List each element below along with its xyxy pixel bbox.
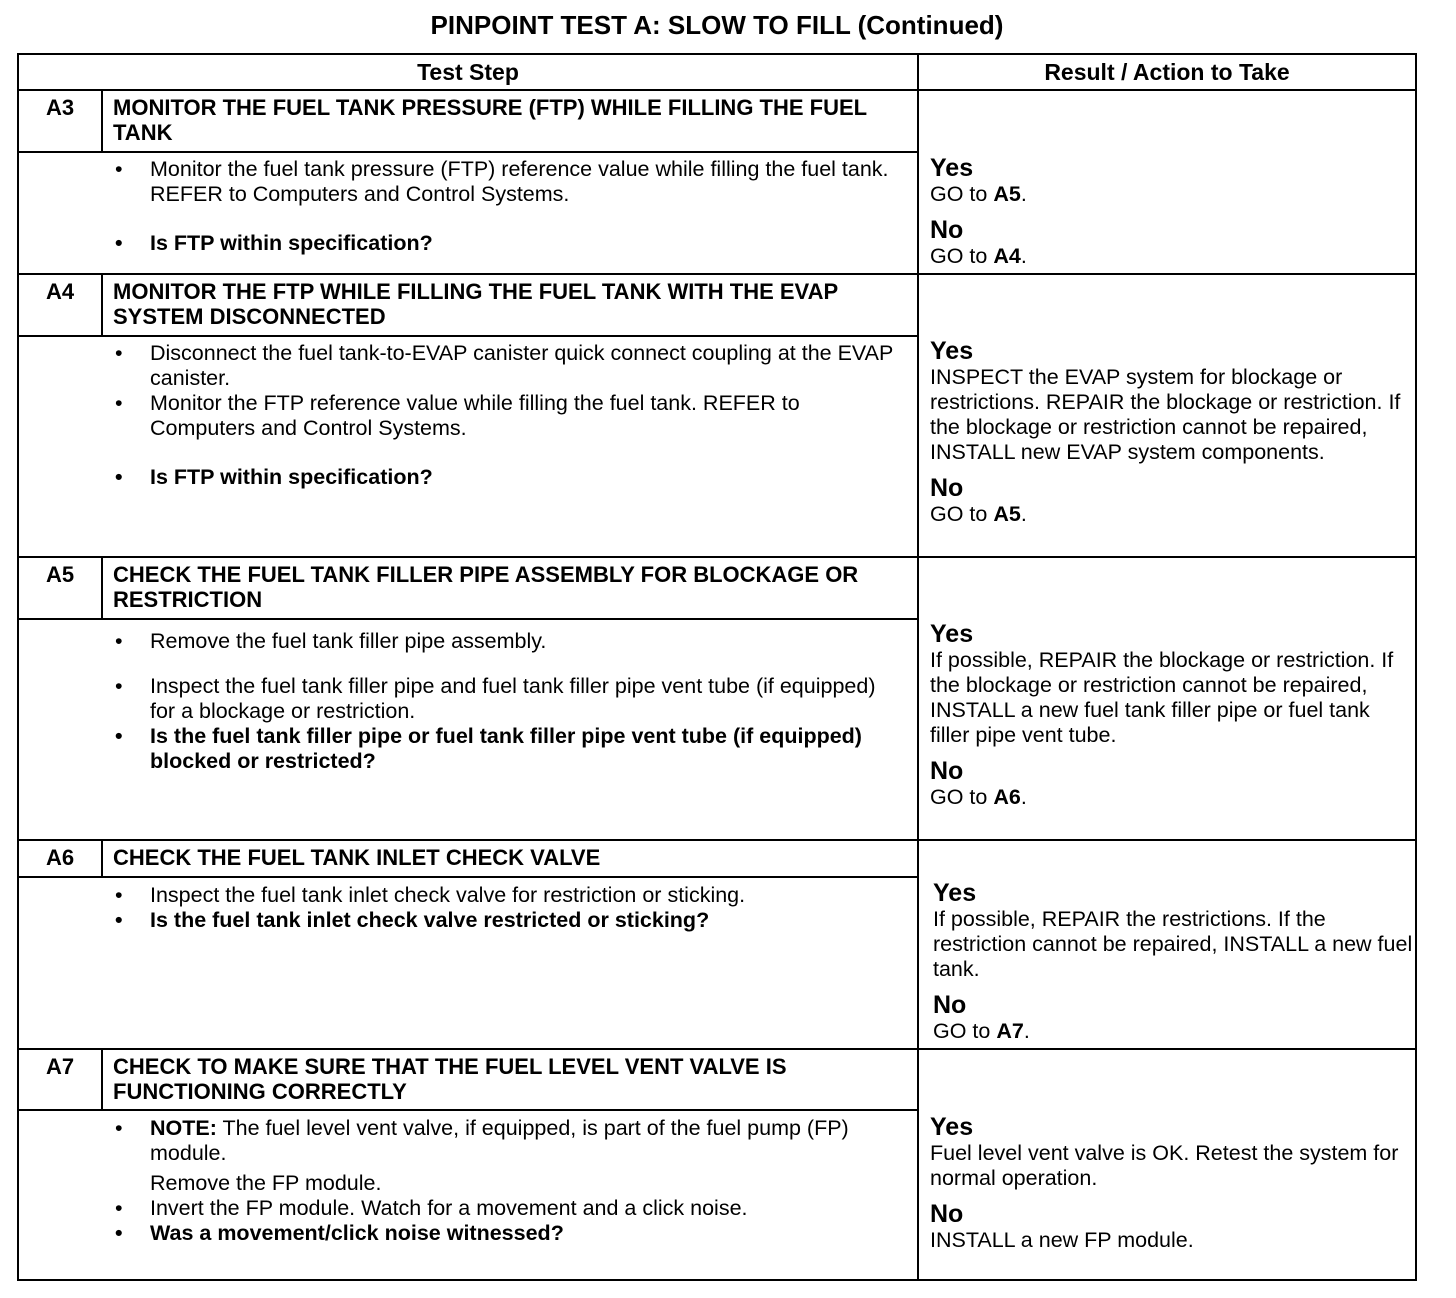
page-title: PINPOINT TEST A: SLOW TO FILL (Continued) [430,10,1004,40]
period: . [1023,1019,1030,1043]
yes-label: Yes [930,154,974,182]
question-item: • Was a movement/click noise witnessed? [115,1221,905,1246]
yes-label: Yes [930,1113,974,1141]
row-divider [19,1048,1415,1050]
no-label: No [930,757,964,785]
step-heading-a4: MONITOR THE FTP WHILE FILLING THE FUEL TANK WITH THE EVAP SYSTEM DISCONNECTED [113,279,838,329]
period: . [1020,244,1027,268]
bullet-item: • Remove the fuel tank filler pipe assembly. [115,629,905,654]
id-divider [101,89,103,152]
question-item: • Is the fuel tank filler pipe or fuel tank filler pipe vent tube (if equipped) blocked or restricted? [115,724,905,774]
no-action: GO to [930,785,988,809]
step-result-a7 [930,1114,1410,1253]
heading-divider [19,876,917,878]
heading-divider [19,1109,917,1111]
bullet-item: • Inspect the fuel tank inlet check valve for restriction or sticking. [115,883,905,908]
yes-label: Yes [930,337,974,365]
step-heading-a6: CHECK THE FUEL TANK INLET CHECK VALVE [113,845,601,870]
bullet-item: • Invert the FP module. Watch for a movement and a click noise. [115,1196,905,1221]
no-label: No [930,474,964,502]
yes-label: Yes [933,879,977,907]
bullet-item: • Disconnect the fuel tank-to-EVAP canister quick connect coupling at the EVAP canister. [115,341,905,391]
row-divider [19,273,1415,275]
no-label: No [930,216,964,244]
bullet-continuation: Remove the FP module. [150,1171,382,1195]
yes-action: If possible, REPAIR the restrictions. If the restriction cannot be repaired, INSTALL a new fuel tank. [933,907,1413,981]
no-ref: A6 [993,785,1021,809]
header-divider [19,89,1415,91]
step-body-a7 [115,1116,905,1246]
no-ref: A5 [993,502,1021,526]
no-label: No [933,991,967,1019]
step-heading-a7: CHECK TO MAKE SURE THAT THE FUEL LEVEL VENT VALVE IS FUNCTIONING CORRECTLY [113,1054,787,1104]
heading-divider [19,335,917,337]
question-item: • Is the fuel tank inlet check valve restricted or sticking? [115,908,905,933]
heading-divider [19,618,917,620]
no-action: GO to [930,244,988,268]
no-label: No [930,1200,964,1228]
column-divider [917,55,919,1281]
step-id-a4: A4 [45,279,75,304]
step-body-a6 [115,883,905,933]
heading-divider [19,151,917,153]
period: . [1020,182,1027,206]
row-divider [19,556,1415,558]
id-divider [101,839,103,877]
no-action: INSTALL a new FP module. [930,1228,1194,1252]
no-action: GO to [933,1019,991,1043]
bullet-item: • Monitor the fuel tank pressure (FTP) reference value while filling the fuel tank. REFER to Computers and Control Systems. [115,157,905,207]
id-divider [101,556,103,619]
yes-label: Yes [930,620,974,648]
step-heading-a5: CHECK THE FUEL TANK FILLER PIPE ASSEMBLY FOR BLOCKAGE OR RESTRICTION [113,562,859,612]
step-id-a3: A3 [45,95,75,120]
step-result-a5 [930,621,1410,810]
bullet-item [115,1116,905,1166]
step-id-a5: A5 [45,562,75,587]
bullet-item: • Inspect the fuel tank filler pipe and fuel tank filler pipe vent tube (if equipped) for a blockage or restriction. [115,674,905,724]
step-result-a4 [930,338,1410,527]
step-result-a6 [933,880,1413,1044]
step-body-a3 [115,157,905,256]
question-item: • Is FTP within specification? [115,231,905,256]
no-ref: A4 [993,244,1021,268]
pinpoint-test-table [17,53,1417,1281]
step-id-a7: A7 [45,1054,75,1079]
step-result-a3 [930,155,1410,269]
no-action: GO to [930,502,988,526]
header-result: Result / Action to Take [1044,59,1290,85]
step-heading-a3: MONITOR THE FUEL TANK PRESSURE (FTP) WHILE FILLING THE FUEL TANK [113,95,867,145]
id-divider [101,1048,103,1110]
question-item: • Is FTP within specification? [115,465,905,490]
step-body-a5 [115,629,905,774]
yes-action: GO to [930,182,988,206]
note-label: NOTE: [150,1116,217,1140]
yes-ref: A5 [993,182,1021,206]
no-ref: A7 [996,1019,1024,1043]
row-divider [19,839,1415,841]
period: . [1020,785,1027,809]
period: . [1020,502,1027,526]
yes-action: Fuel level vent valve is OK. Retest the system for normal operation. [930,1141,1399,1190]
note-text: The fuel level vent valve, if equipped, is part of the fuel pump (FP) module. [150,1116,849,1165]
bullet-item: • Monitor the FTP reference value while filling the fuel tank. REFER to Computers and Control Systems. [115,391,905,441]
step-id-a6: A6 [45,845,75,870]
yes-action: INSPECT the EVAP system for blockage or restrictions. REPAIR the blockage or restriction. If the blockage or restriction cannot be repaired, INSTALL new EVAP system components. [930,365,1401,464]
header-test-step: Test Step [417,59,519,85]
step-body-a4 [115,341,905,490]
yes-action: If possible, REPAIR the blockage or restriction. If the blockage or restriction cannot be repaired, INSTALL a new fuel tank filler pipe or fuel tank filler pipe vent tube. [930,648,1394,747]
id-divider [101,273,103,336]
